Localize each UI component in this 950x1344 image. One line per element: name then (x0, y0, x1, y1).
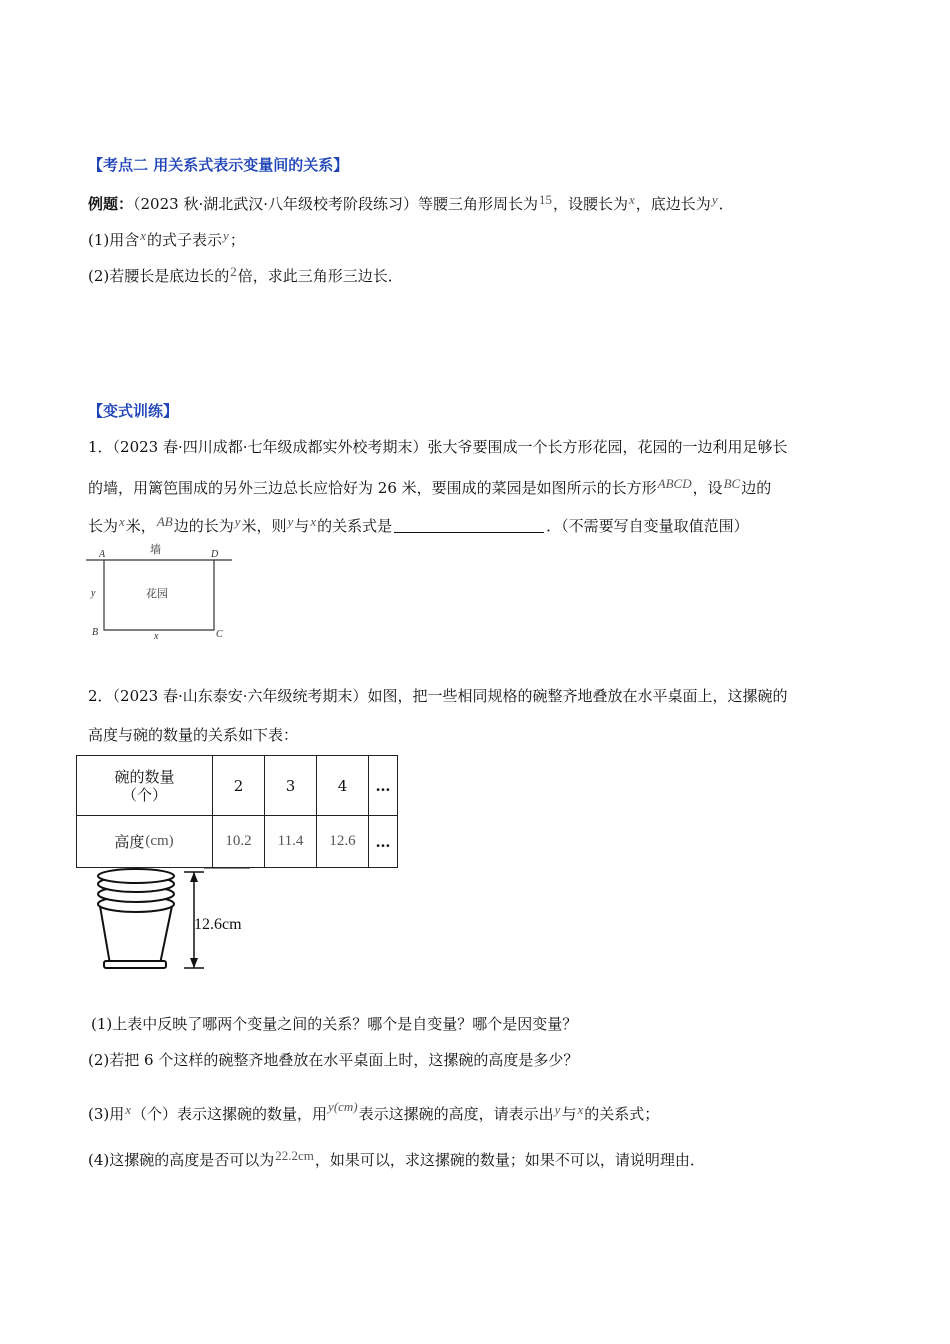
table-cell: 2 (213, 756, 265, 816)
q-text: 表示这摞碗的高度，请表示出 (358, 1105, 554, 1123)
sub-question-3 (88, 1097, 659, 1124)
point-b: B (92, 627, 99, 638)
bowl-stack-illustration (84, 868, 264, 976)
p-text: 米， (125, 517, 156, 535)
garden-label: 花园 (146, 587, 168, 600)
arrow-down-icon (190, 958, 198, 968)
p-text: 长为 (88, 517, 119, 535)
table-header-height (77, 816, 213, 868)
table-row (77, 816, 398, 868)
q-text: ； (229, 231, 245, 249)
p-text: 的关系式是 (317, 517, 393, 535)
math-abcd: ABCD (657, 476, 692, 491)
example-text: ，设腰长为 (553, 195, 629, 213)
q-text: (3)用 (88, 1105, 125, 1123)
example-text: （2023 秋·湖北武汉·八年级校考阶段练习）等腰三角形周长为 (133, 195, 538, 213)
variant-heading: 【变式训练】 (88, 402, 179, 420)
side-y: y (91, 588, 96, 599)
math-height: 22.2cm (275, 1148, 314, 1163)
q-text: （个）表示这摞碗的数量，用 (132, 1105, 328, 1123)
height-label: 12.6cm (194, 916, 242, 933)
math-x: x (140, 228, 147, 243)
math-ab: AB (156, 514, 173, 529)
math-x: x (629, 192, 635, 207)
q-text: (4)这摞碗的高度是否可以为 (88, 1151, 275, 1169)
table-cell: 3 (265, 756, 317, 816)
math-y: y (223, 228, 229, 243)
table-row (77, 756, 398, 816)
p-text: 边的 (741, 479, 772, 497)
table-cell: … (369, 756, 398, 816)
math-y: y (711, 192, 718, 207)
header-text: 高度 (114, 833, 145, 851)
q-text: 的式子表示 (147, 231, 223, 249)
q-text: 倍，求此三角形三边长． (237, 267, 403, 285)
math-x: x (125, 1102, 132, 1117)
bowl-table (76, 755, 398, 868)
q-text: 的关系式； (584, 1105, 660, 1123)
bowl-rim-top (98, 869, 174, 883)
problem-2-line-2: 高度与碗的数量的关系如下表： (88, 726, 299, 744)
example-line (88, 190, 734, 214)
example-label: 例题： (88, 195, 134, 213)
math-perimeter: 15 (539, 192, 552, 207)
table-header-count (77, 756, 213, 816)
table-cell: 4 (317, 756, 369, 816)
math-x: x (119, 514, 125, 529)
side-x: x (154, 631, 159, 642)
sub-question-2: (2)若把 6 个这样的碗整齐地叠放在水平桌面上时，这摞碗的高度是多少？ (88, 1051, 579, 1069)
p-text: 与 (294, 517, 310, 535)
section-heading: 【考点二 用关系式表示变量间的关系】 (88, 156, 349, 174)
table-cell: 12.6 (317, 816, 369, 868)
math-2: 2 (230, 264, 237, 279)
problem-1-line-2 (88, 474, 771, 498)
bowl-stack (98, 869, 174, 968)
answer-blank[interactable] (394, 518, 544, 533)
question-2 (88, 262, 403, 286)
table-cell: … (369, 816, 398, 868)
q-text: (2)若腰长是底边长的 (88, 267, 230, 285)
question-1 (88, 226, 245, 250)
table-cell: 10.2 (213, 816, 265, 868)
example-text: ，底边长为 (635, 195, 711, 213)
math-x: x (310, 514, 317, 529)
q-text: 与 (561, 1105, 577, 1123)
bowl-body (100, 906, 172, 964)
p-text: 的墙，用篱笆围成的另外三边总长应恰好为 26 米，要围成的菜园是如图所示的长方形 (88, 479, 657, 497)
point-d: D (211, 549, 219, 560)
sub-question-4 (88, 1146, 705, 1170)
p-text: 米，则 (241, 517, 287, 535)
wall-label: 墙 (150, 543, 161, 556)
p-text: ，设 (692, 479, 723, 497)
table-cell: 11.4 (265, 816, 317, 868)
header-unit: （个） (121, 785, 167, 804)
point-c: C (216, 629, 223, 640)
p-text: 边的长为 (173, 517, 234, 535)
problem-1-line-1: 1．（2023 春·四川成都·七年级成都实外校考期末）张大爷要围成一个长方形花园，花园的一边利用足够长 (88, 438, 788, 456)
q-text: (1)用含 (88, 231, 140, 249)
garden-diagram (86, 540, 236, 645)
bowl-foot (104, 961, 166, 968)
header-unit: (cm) (145, 833, 174, 849)
q-text: ，如果可以，求这摞碗的数量；如果不可以，请说明理由． (314, 1151, 705, 1169)
sub-question-1: (1)上表中反映了哪两个变量之间的关系？哪个是自变量？哪个是因变量？ (91, 1015, 578, 1033)
p-text: ．（不需要写自变量取值范围） (546, 517, 749, 535)
math-y: y (234, 514, 241, 529)
math-ycm: y(cm) (328, 1099, 358, 1114)
math-y: y (554, 1102, 561, 1117)
example-text: ． (718, 195, 734, 213)
math-y: y (287, 514, 294, 529)
math-x: x (577, 1102, 584, 1117)
header-text: 碗的数量 (114, 767, 175, 786)
arrow-up-icon (190, 872, 198, 882)
point-a: A (99, 549, 106, 560)
math-bc: BC (723, 476, 741, 491)
problem-1-line-3 (88, 512, 749, 536)
problem-2-line-1: 2．（2023 春·山东泰安·六年级统考期末）如图，把一些相同规格的碗整齐地叠放在水平桌面上，这摞碗的 (88, 687, 788, 705)
